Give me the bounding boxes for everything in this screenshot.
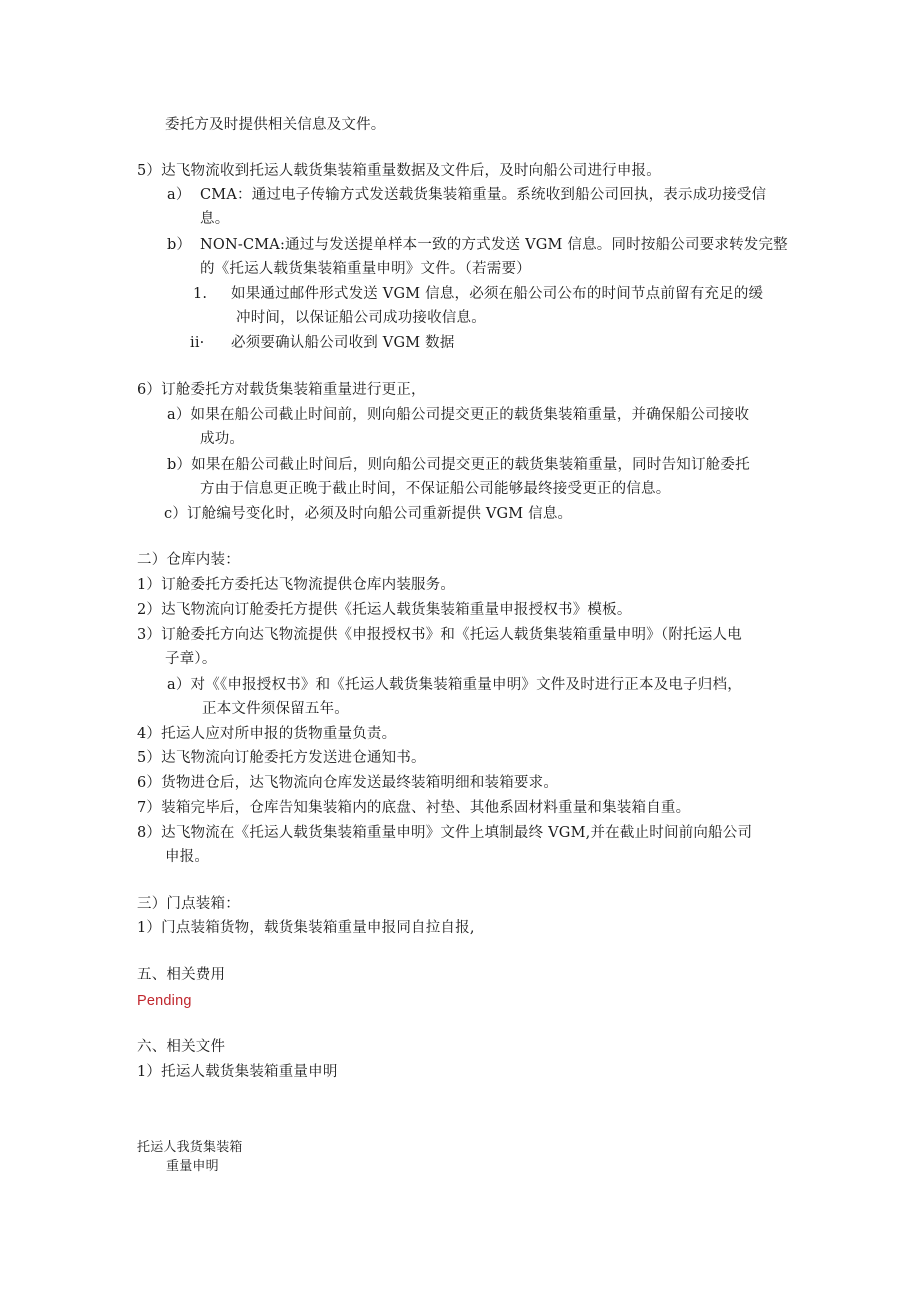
item-5-number: 5） bbox=[137, 163, 162, 179]
section-2-item-1: 1）订舱委托方委托达飞物流提供仓库内装服务。 bbox=[137, 577, 456, 593]
section-2-item-3: 3）订舱委托方向达飞物流提供《申报授权书》和《托运人载货集装箱重量申明》（附托运人电 bbox=[137, 627, 742, 643]
item-5b-line1: NON-CMA:通过与发送提单样本一致的方式发送 VGM 信息。同时按船公司要求转发完整 bbox=[200, 237, 788, 253]
item-5b-ii bbox=[190, 333, 455, 353]
item-6b-line1: 如果在船公司截止时间后，则向船公司提交更正的载货集装箱重量，同时告知订舱委托 bbox=[191, 457, 750, 473]
item-6b bbox=[167, 455, 750, 475]
attachment-label-line1[interactable]: 托运人我货集装箱 bbox=[137, 1140, 243, 1155]
section-2-item-2: 2）达飞物流向订舱委托方提供《托运人载货集装箱重量申报授权书》模板。 bbox=[137, 602, 632, 618]
item-5b-ii-text: 必须要确认船公司收到 VGM 数据 bbox=[231, 335, 455, 351]
item-5a-line2: 息。 bbox=[200, 211, 230, 227]
section-2-item-5: 5）达飞物流向订舱委托方发送进仓通知书。 bbox=[137, 750, 426, 766]
section-2-item-3-line2: 子章）。 bbox=[165, 651, 217, 667]
section-2-item-7: 7）装箱完毕后，仓库告知集装箱内的底盘、衬垫、其他系固材料重量和集装箱自重。 bbox=[137, 800, 691, 816]
item-5b-i bbox=[193, 284, 763, 304]
item-5b-number: b） bbox=[167, 237, 192, 253]
item-5b-i-number: 1. bbox=[193, 286, 208, 302]
item-6a-line2: 成功。 bbox=[200, 431, 245, 447]
item-5 bbox=[137, 161, 661, 181]
item-6-number: 6） bbox=[137, 382, 162, 398]
item-6b-line2: 方由于信息更正晚于截止时间，不保证船公司能够最终接受更正的信息。 bbox=[200, 481, 671, 497]
section-5-title: 五、相关费用 bbox=[137, 967, 226, 983]
section-6-item-1: 1）托运人载货集装箱重量申明 bbox=[137, 1064, 338, 1080]
item-5b-line2: 的《托运人载货集装箱重量申明》文件。（若需要） bbox=[200, 261, 531, 277]
section-2-item-4: 4）托运人应对所申报的货物重量负责。 bbox=[137, 726, 397, 742]
intro-tail: 委托方及时提供相关信息及文件。 bbox=[165, 117, 386, 133]
item-6a-number: a） bbox=[167, 407, 191, 423]
item-6c-number: c） bbox=[164, 506, 188, 522]
pending-status: Pending bbox=[137, 993, 192, 1009]
item-5b bbox=[167, 235, 788, 255]
item-5b-i-line1: 如果通过邮件形式发送 VGM 信息，必须在船公司公布的时间节点前留有充足的缓 bbox=[231, 286, 764, 302]
item-5a-number: a） bbox=[167, 187, 191, 203]
item-5a-line1: CMA：通过电子传输方式发送载货集装箱重量。系统收到船公司回执，表示成功接受信 bbox=[200, 187, 767, 203]
section-2-item-6: 6）货物进仓后，达飞物流向仓库发送最终装箱明细和装箱要求。 bbox=[137, 775, 559, 791]
section-2-item-3a: a）对《《申报授权书》和《托运人载货集装箱重量申明》文件及时进行正本及电子归档， bbox=[167, 677, 742, 693]
item-5-text: 达飞物流收到托运人载货集装箱重量数据及文件后，及时向船公司进行申报。 bbox=[161, 163, 661, 179]
item-5b-i-line2: 冲时间，以保证船公司成功接收信息。 bbox=[236, 310, 486, 326]
item-6c bbox=[164, 504, 572, 524]
item-6 bbox=[137, 380, 426, 400]
item-6c-text: 订舱编号变化时，必须及时向船公司重新提供 VGM 信息。 bbox=[187, 506, 573, 522]
item-5a bbox=[167, 185, 766, 205]
item-6a-line1: 如果在船公司截止时间前，则向船公司提交更正的载货集装箱重量，并确保船公司接收 bbox=[190, 407, 750, 423]
section-2-title: 二）仓库内装： bbox=[137, 552, 240, 568]
attachment-label-line2[interactable]: 重量申明 bbox=[166, 1159, 219, 1174]
item-5b-ii-number: ii· bbox=[190, 335, 205, 351]
section-3-item-1: 1）门点装箱货物，载货集装箱重量申报同自拉自报, bbox=[137, 920, 475, 936]
section-2-item-8: 8）达飞物流在《托运人载货集装箱重量申明》文件上填制最终 VGM,并在截止时间前向船公司 bbox=[137, 825, 753, 841]
item-6-text: 订舱委托方对载货集装箱重量进行更正， bbox=[161, 382, 426, 398]
section-3-title: 三）门点装箱： bbox=[137, 896, 240, 912]
item-6a bbox=[167, 405, 749, 425]
section-2-item-8-line2: 申报。 bbox=[165, 849, 210, 865]
section-2-item-3a-line2: 正本文件须保留五年。 bbox=[202, 701, 349, 717]
section-6-title: 六、相关文件 bbox=[137, 1039, 226, 1055]
item-6b-number: b） bbox=[167, 457, 192, 473]
